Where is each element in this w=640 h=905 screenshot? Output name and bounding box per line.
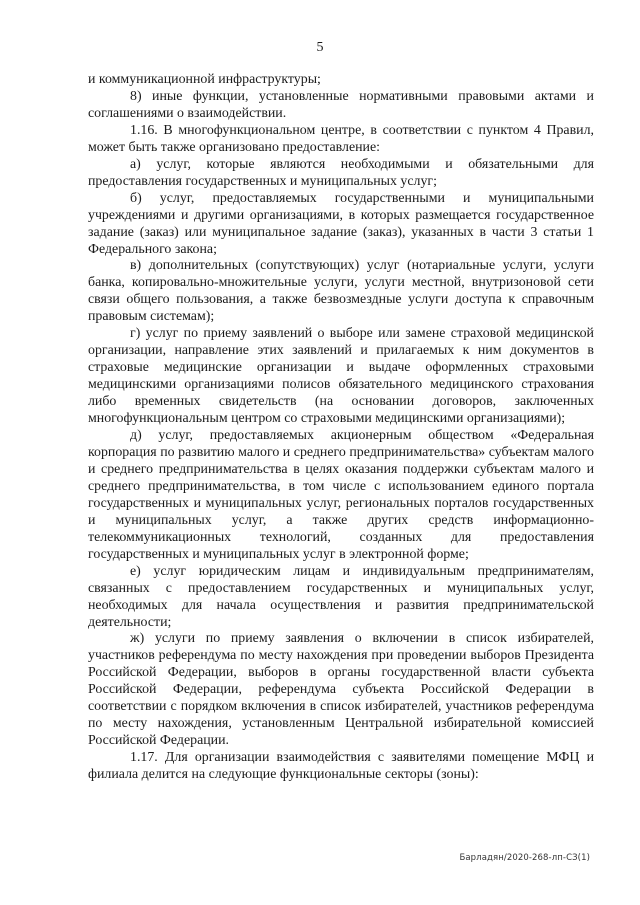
paragraph-1-16: 1.16. В многофункциональном центре, в соответствии с пунктом 4 Правил, может быть также организовано предоставление:: [88, 122, 594, 155]
paragraph-item-zh: ж) услуги по приему заявления о включении в список избирателей, участников референдума по месту нахождения при проведении выборов Президента Российской Федерации, выборов в органы государственной власти субъекта Российской Федерации, референдума субъекта Российской Федерации в соответствии с порядком включения в список избирателей, участников референдума по месту нахождения, установленным Центральной избирательной комиссией Российской Федерации.: [88, 631, 594, 749]
paragraph-item-a: а) услуг, которые являются необходимыми и обязательными для предоставления государственных и муниципальных услуг;: [88, 156, 594, 189]
paragraph-item-b: б) услуг, предоставляемых государственными и муниципальными учреждениями и другими организациями, в которых размещается государственное задание (заказ) или муниципальное задание (заказ), указанных в части 3 статьи 1 Федерального закона;: [88, 190, 594, 257]
paragraph-item-g: г) услуг по приему заявлений о выборе или замене страховой медицинской организации, направление этих заявлений и прилагаемых к ним документов в страховые медицинские организации и выдаче оформленных страховыми медицинскими организациями полисов обязательного медицинского страхования либо временных свидетельств (на основании договоров, заключенных многофункциональным центром со страховыми медицинскими организациями);: [88, 326, 594, 427]
paragraph-item-v: в) дополнительных (сопутствующих) услуг (нотариальные услуги, услуги банка, копировально-множительные услуги, услуги местной, внутризоновой сети связи общего пользования, а также безвозмездные услуги доступа к справочным правовым системам);: [88, 258, 594, 325]
paragraph-continuation: и коммуникационной инфраструктуры;: [88, 72, 321, 87]
document-footer-code: Барладян/2020-268-лп-СЗ(1): [459, 853, 590, 863]
paragraph-item-8: 8) иные функции, установленные нормативными правовыми актами и соглашениями о взаимодействии.: [88, 88, 594, 121]
document-body: [88, 72, 594, 784]
paragraph-item-e: е) услуг юридическим лицам и индивидуальным предпринимателям, связанных с предоставлением государственных и муниципальных услуг, необходимых для начала осуществления и развития предпринимательской деятельности;: [88, 563, 594, 630]
page-number: 5: [316, 40, 324, 55]
paragraph-item-d: д) услуг, предоставляемых акционерным обществом «Федеральная корпорация по развитию малого и среднего предпринимательства» субъектам малого и среднего предпринимательства в целях оказания поддержки субъектам малого и среднего предпринимательства, в том числе с использованием единого портала государственных и муниципальных услуг, региональных порталов государственных и муниципальных услуг, а также других средств информационно-телекоммуникационных технологий, созданных для предоставления государственных и муниципальных услуг в электронной форме;: [88, 428, 594, 562]
paragraph-1-17: 1.17. Для организации взаимодействия с заявителями помещение МФЦ и филиала делится на следующие функциональные секторы (зоны):: [88, 750, 594, 783]
